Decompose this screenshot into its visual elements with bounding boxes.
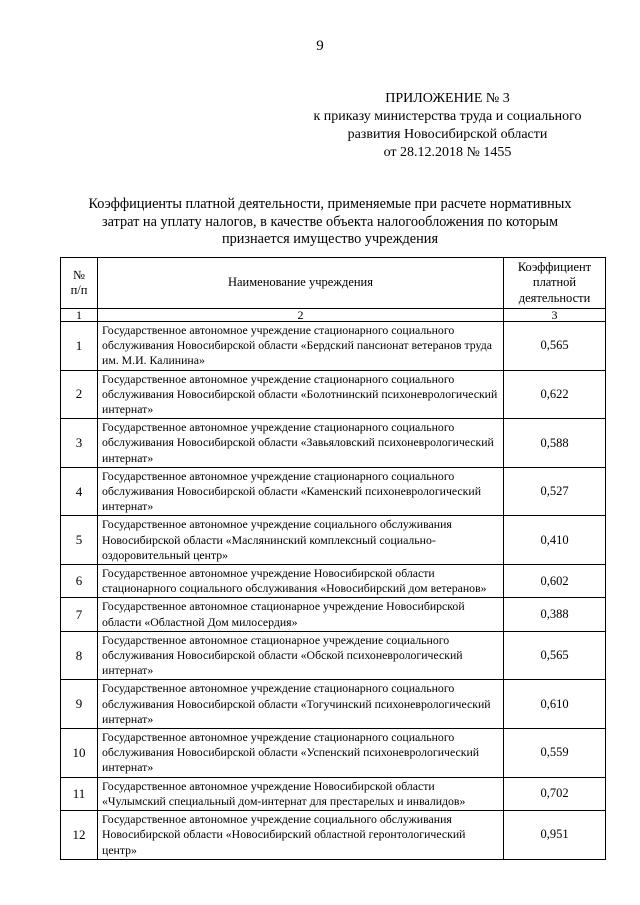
table-row xyxy=(61,598,606,631)
institution-name: Государственное автономное учреждение Новосибирской области стационарного социального обслуживания «Новосибирский дом ветеранов» xyxy=(98,565,504,598)
column-number: 2 xyxy=(98,309,504,322)
institution-name: Государственное автономное учреждение стационарного социального обслуживания Новосибирской области «Завьяловский психоневрологический интернат» xyxy=(98,419,504,468)
institution-name: Государственное автономное учреждение социального обслуживания Новосибирской области «Новосибирский областной геронтологический центр» xyxy=(98,811,504,860)
coefficient-value: 0,527 xyxy=(504,467,606,516)
coefficient-value: 0,565 xyxy=(504,322,606,371)
row-number: 3 xyxy=(61,419,98,468)
coefficient-value: 0,610 xyxy=(504,680,606,729)
table-row xyxy=(61,777,606,810)
document-title xyxy=(60,196,600,249)
row-number: 11 xyxy=(61,777,98,810)
institution-name: Государственное автономное учреждение стационарного социального обслуживания Новосибирской области «Бердский пансионат ветеранов труда им. М.И. Калинина» xyxy=(98,322,504,371)
column-numbers-row xyxy=(61,309,606,322)
coefficients-table xyxy=(60,257,606,860)
page-number: 9 xyxy=(316,38,324,54)
coefficient-value: 0,565 xyxy=(504,631,606,680)
institution-name: Государственное автономное учреждение стационарного социального обслуживания Новосибирской области «Каменский психоневрологический интернат» xyxy=(98,467,504,516)
table-row xyxy=(61,631,606,680)
row-number: 2 xyxy=(61,370,98,419)
institution-name: Государственное автономное учреждение стационарного социального обслуживания Новосибирской области «Успенский психоневрологический интернат» xyxy=(98,729,504,778)
header-coefficient-line-1: Коэффициент xyxy=(517,259,592,274)
table-row xyxy=(61,322,606,371)
header-coefficient-line-2: платной xyxy=(532,275,577,290)
table-row xyxy=(61,729,606,778)
institution-name: Государственное автономное учреждение социального обслуживания Новосибирской области «Маслянинский комплексный социально-оздоровительный центр» xyxy=(98,516,504,565)
institution-name: Государственное автономное учреждение Новосибирской области «Чулымский специальный дом-интернат для престарелых и инвалидов» xyxy=(98,777,504,810)
header-number xyxy=(61,258,98,309)
table-row xyxy=(61,565,606,598)
table-row xyxy=(61,516,606,565)
table-row xyxy=(61,467,606,516)
row-number: 12 xyxy=(61,811,98,860)
document-title-line-1: Коэффициенты платной деятельности, применяемые при расчете нормативных xyxy=(88,196,572,212)
row-number: 4 xyxy=(61,467,98,516)
table-row xyxy=(61,419,606,468)
header-number-abbr: п/п xyxy=(70,283,88,297)
header-coefficient xyxy=(504,258,606,309)
table-row xyxy=(61,811,606,860)
header-coefficient-line-3: деятельности xyxy=(518,290,591,305)
column-number: 1 xyxy=(61,309,98,322)
row-number: 9 xyxy=(61,680,98,729)
institution-name: Государственное автономное учреждение стационарного социального обслуживания Новосибирской области «Болотнинский психоневрологический интернат» xyxy=(98,370,504,419)
coefficient-value: 0,951 xyxy=(504,811,606,860)
appendix-region-line: развития Новосибирской области xyxy=(347,127,548,142)
row-number: 1 xyxy=(61,322,98,371)
institution-name: Государственное автономное учреждение стационарного социального обслуживания Новосибирской области «Тогучинский психоневрологический интернат» xyxy=(98,680,504,729)
appendix-order-line: к приказу министерства труда и социального xyxy=(313,109,582,124)
coefficient-value: 0,588 xyxy=(504,419,606,468)
coefficient-value: 0,602 xyxy=(504,565,606,598)
row-number: 10 xyxy=(61,729,98,778)
row-number: 5 xyxy=(61,516,98,565)
row-number: 8 xyxy=(61,631,98,680)
document-title-line-3: признается имущество учреждения xyxy=(221,231,439,247)
coefficient-value: 0,702 xyxy=(504,777,606,810)
header-institution-name: Наименование учреждения xyxy=(98,258,504,309)
table-header-row xyxy=(61,258,606,309)
appendix-date-line: от 28.12.2018 № 1455 xyxy=(383,145,512,160)
coefficient-value: 0,622 xyxy=(504,370,606,419)
row-number: 7 xyxy=(61,598,98,631)
document-title-line-2: затрат на уплату налогов, в качестве объекта налогообложения по которым xyxy=(101,213,559,230)
coefficient-value: 0,388 xyxy=(504,598,606,631)
table-row xyxy=(61,370,606,419)
table-row xyxy=(61,680,606,729)
appendix-header xyxy=(290,90,605,162)
coefficient-value: 0,410 xyxy=(504,516,606,565)
institution-name: Государственное автономное стационарное учреждение социального обслуживания Новосибирской области «Обской психоневрологический интернат» xyxy=(98,631,504,680)
header-number-symbol: № xyxy=(73,267,85,282)
institution-name: Государственное автономное стационарное учреждение Новосибирской области «Областной Дом милосердия» xyxy=(98,598,504,631)
row-number: 6 xyxy=(61,565,98,598)
appendix-title: ПРИЛОЖЕНИЕ № 3 xyxy=(385,91,510,106)
column-number: 3 xyxy=(504,309,606,322)
coefficient-value: 0,559 xyxy=(504,729,606,778)
